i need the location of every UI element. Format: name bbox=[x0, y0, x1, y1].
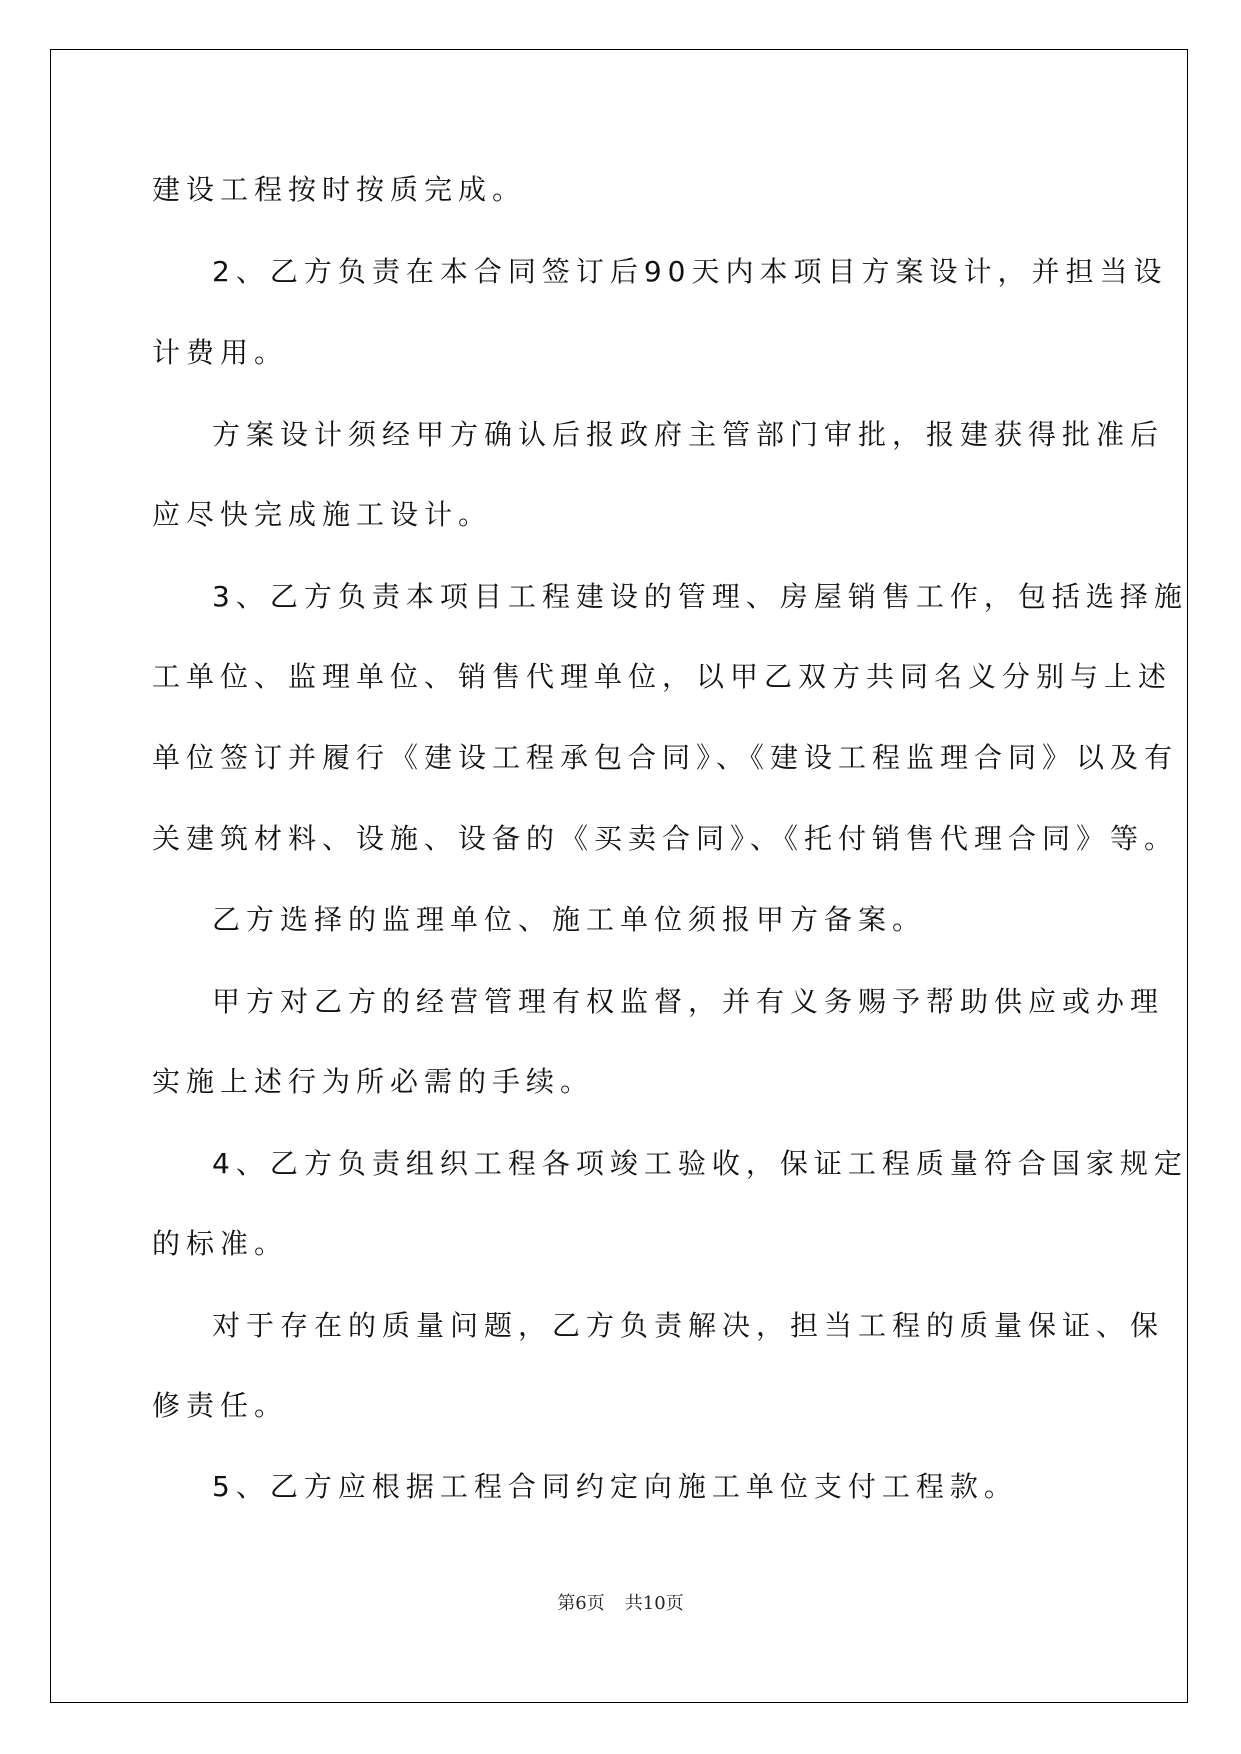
text-line-6: 3、乙方负责本项目工程建设的管理、房屋销售工作，包括选择施 bbox=[212, 580, 1188, 613]
text-line-9: 关建筑材料、设施、设备的《买卖合同》、《托付销售代理合同》等。 bbox=[152, 822, 1179, 855]
text-line-14: 的标准。 bbox=[152, 1227, 289, 1260]
text-line-7: 工单位、监理单位、销售代理单位，以甲乙双方共同名义分别与上述 bbox=[152, 660, 1173, 693]
page-footer bbox=[0, 1592, 1241, 1616]
text-line-15: 对于存在的质量问题，乙方负责解决，担当工程的质量保证、保 bbox=[212, 1309, 1165, 1342]
text-line-2: 2、乙方负责在本合同签订后90天内本项目方案设计，并担当设 bbox=[212, 255, 1168, 288]
text-line-8: 单位签订并履行《建设工程承包合同》、《建设工程监理合同》以及有 bbox=[152, 741, 1179, 774]
text-line-4: 方案设计须经甲方确认后报政府主管部门审批，报建获得批准后 bbox=[212, 418, 1165, 451]
text-line-10: 乙方选择的监理单位、施工单位须报甲方备案。 bbox=[212, 903, 927, 936]
text-line-16: 修责任。 bbox=[152, 1389, 289, 1422]
page-border bbox=[50, 49, 1188, 1703]
text-line-11: 甲方对乙方的经营管理有权监督，并有义务赐予帮助供应或办理 bbox=[212, 985, 1165, 1018]
text-line-17: 5、乙方应根据工程合同约定向施工单位支付工程款。 bbox=[212, 1470, 1018, 1503]
page-number: 第6页 bbox=[557, 1593, 605, 1614]
text-line-3: 计费用。 bbox=[152, 336, 289, 369]
text-line-5: 应尽快完成施工设计。 bbox=[152, 498, 493, 531]
text-line-12: 实施上述行为所必需的手续。 bbox=[152, 1065, 595, 1098]
page-total: 共10页 bbox=[624, 1593, 684, 1614]
text-line-13: 4、乙方负责组织工程各项竣工验收，保证工程质量符合国家规定 bbox=[212, 1147, 1188, 1180]
text-line-1: 建设工程按时按质完成。 bbox=[152, 173, 527, 206]
